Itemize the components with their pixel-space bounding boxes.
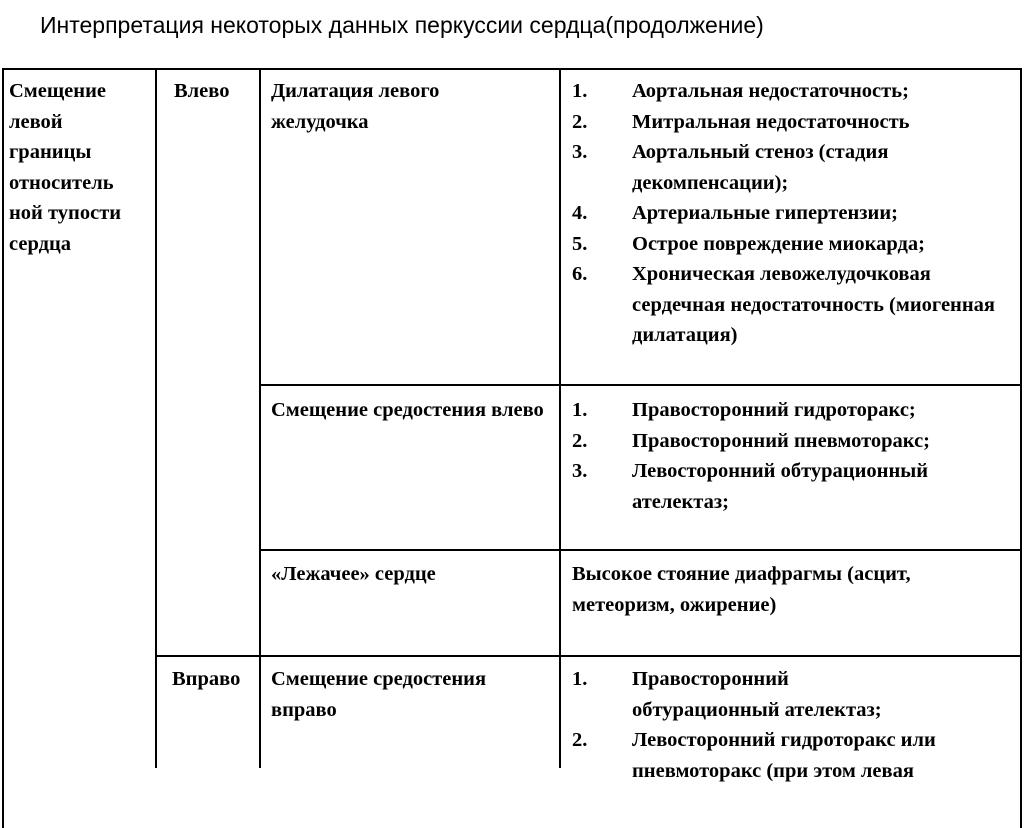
cause: Дилатация левого желудочка bbox=[271, 80, 440, 133]
list-item: 2. Правосторонний пневмоторакс; bbox=[572, 429, 930, 452]
cause: Смещение средостения вправо bbox=[271, 668, 487, 721]
list-item: 2. Левосторонний гидроторакс или пневмоторакс (при этом левая bbox=[572, 729, 936, 782]
slide-title: Интерпретация некоторых данных перкуссии сердца(продолжение) bbox=[40, 12, 764, 38]
divider bbox=[259, 384, 1022, 386]
direction-right: Вправо bbox=[172, 668, 241, 690]
divider bbox=[259, 549, 1022, 551]
list-item: 4. Артериальные гипертензии; bbox=[572, 202, 898, 224]
cause: «Лежачее» сердце bbox=[271, 563, 436, 585]
divider bbox=[259, 68, 261, 768]
divider bbox=[155, 68, 157, 768]
list-item: 6. Хроническая левожелудочковая сердечная недостаточность (миогенная дилатация) bbox=[572, 263, 996, 346]
list-item: 3. Левосторонний обтурационный ателектаз; bbox=[572, 460, 929, 513]
row-header: Смещение левой границы относитель ной тупости сердца bbox=[9, 80, 122, 255]
list-item: 1. Правосторонний гидроторакс; bbox=[572, 399, 916, 421]
list-item: 3. Аортальный стеноз (стадия декомпенсации); bbox=[572, 141, 889, 194]
list-item: 1. Аортальная недостаточность; bbox=[572, 80, 909, 102]
list-item: 5. Острое повреждение миокарда; bbox=[572, 232, 925, 255]
cause-text: Высокое стояние диафрагмы (асцит, метеоризм, ожирение) bbox=[572, 563, 911, 616]
causes-list bbox=[572, 76, 1017, 351]
causes-list bbox=[572, 395, 1017, 517]
divider bbox=[155, 655, 1022, 657]
causes-list bbox=[572, 664, 1017, 786]
list-item: 2. Митральная недостаточность bbox=[572, 110, 910, 133]
list-item: 1. Правосторонний обтурационный ателектаз; bbox=[572, 668, 882, 721]
cause: Смещение средостения влево bbox=[271, 399, 544, 421]
divider bbox=[559, 68, 561, 768]
direction-left: Влево bbox=[174, 80, 230, 102]
